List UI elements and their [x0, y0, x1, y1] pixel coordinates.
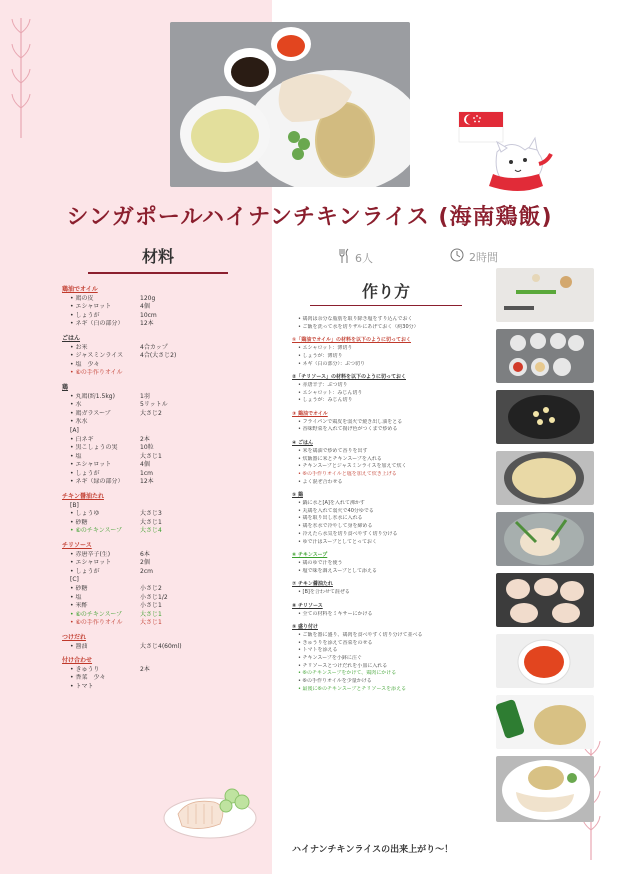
step-text: 鶏肉は余分な脂肪を取り除き塩をすり込んでおく: [302, 316, 413, 322]
ingredient-row: [62, 418, 252, 427]
ingredient-row: [62, 436, 252, 445]
ingredient-name: • しょうが: [70, 567, 100, 575]
step-line: [292, 589, 492, 597]
ingredient-name: [A]: [70, 426, 79, 434]
step-line: [292, 353, 492, 361]
bullet: •: [298, 631, 303, 638]
step-line: [292, 632, 492, 640]
ingredient-name: • 鶏の皮: [70, 294, 94, 302]
ingredient-name: • 水: [70, 401, 82, 409]
step-line: [292, 670, 492, 678]
ingredient-quantity: 大さじ3: [140, 510, 162, 518]
servings-meta: [338, 248, 373, 267]
step-photo-boiling-chicken: [496, 512, 594, 566]
step-line: [292, 316, 492, 324]
step-text: 塩で味を調えスープとして添える: [302, 567, 378, 574]
bullet: •: [298, 507, 303, 514]
step-text: ネギ（白の部分）：ぶつ切り: [302, 360, 366, 367]
ingredient-name: • しょうが: [70, 311, 100, 319]
step-text: 丸鶏を入れて弱火で40分ゆでる: [302, 507, 374, 514]
step-photo-rice-cooker: [496, 451, 594, 505]
ingredient-quantity: 小さじ1: [140, 602, 162, 610]
bullet: •: [298, 610, 303, 617]
ingredient-section-title: チリソース: [62, 542, 92, 550]
hainan-chicken-rice-photo: [170, 22, 410, 187]
ingredient-quantity: 小さじ2: [140, 585, 162, 592]
step-section-title: ⑥ チキンスープ: [292, 552, 328, 559]
ingredient-name: • エシャロット: [70, 559, 112, 567]
bullet: •: [298, 530, 303, 537]
step-section-title: ③ 鶏油でオイル: [292, 411, 328, 418]
step-text: しょうが：薄切り: [302, 352, 343, 359]
step-line: [292, 611, 492, 619]
ingredient-name: • ジャスミンライス: [70, 352, 124, 360]
ingredient-quantity: 大さじ1: [140, 610, 162, 618]
ingredient-quantity: 2本: [140, 435, 150, 443]
step-text: ⑥のチキンスープをかけて、鶏肉にかける: [302, 670, 397, 677]
ingredient-quantity: 120g: [140, 294, 156, 302]
bullet: •: [298, 678, 303, 685]
step-line: [292, 361, 492, 369]
bullet: •: [298, 426, 303, 433]
step-line: [292, 463, 492, 471]
ingredient-section-title: 付け合わせ: [62, 657, 93, 665]
step-text: ⑥の手作りオイルを少量かける: [302, 678, 372, 685]
ingredient-quantity: 大さじ1: [140, 619, 162, 627]
ingredient-quantity: 5リットル: [140, 401, 168, 409]
ingredient-row: [62, 559, 252, 568]
step-line: [292, 515, 492, 523]
step-line: [292, 663, 492, 671]
ingredient-name: • 塩 少々: [70, 360, 100, 368]
step-text: フライパンで鶏皮を弱火で焼き出し油をとる: [302, 418, 403, 425]
bullet: •: [298, 685, 303, 692]
step-line: [292, 419, 492, 427]
ingredient-quantity: 4合(大さじ2): [140, 352, 177, 360]
ingredient-quantity: 2cm: [140, 567, 153, 575]
step-text: 赤唐辛子：ぶつ切り: [302, 381, 348, 388]
step-text: エシャロット：みじん切り: [302, 389, 363, 396]
bullet: •: [298, 389, 303, 396]
ingredient-row: [62, 666, 252, 675]
bullet: •: [298, 455, 303, 462]
ingredient-section-title: ごはん: [62, 334, 81, 342]
step-text: 全ての材料をミキサーにかける: [302, 610, 373, 617]
bullet: •: [298, 470, 303, 477]
ingredient-quantity: 2個: [140, 559, 150, 567]
bullet: •: [298, 316, 303, 322]
bullet: •: [298, 345, 303, 352]
bullet: •: [298, 478, 303, 485]
bullet: •: [298, 360, 303, 367]
bullet: •: [298, 523, 303, 530]
ingredient-name: • しょうゆ: [70, 510, 100, 518]
procedure-steps: [292, 316, 492, 694]
step-photo-chili-sauce: [496, 634, 594, 688]
bullet: •: [298, 381, 303, 388]
ingredient-quantity: 大さじ2: [140, 409, 162, 417]
ingredient-row: [62, 510, 252, 519]
ingredient-row: [62, 643, 252, 652]
ingredient-row: [62, 444, 252, 453]
ingredient-row: [62, 619, 252, 628]
step-line: [292, 382, 492, 390]
bullet: •: [298, 662, 303, 669]
ingredient-name: [B]: [70, 501, 79, 509]
step-line: [292, 397, 492, 405]
ingredient-name: • トマト: [70, 682, 94, 690]
ingredient-name: • ⑥のチキンスープ: [70, 527, 122, 535]
ingredient-name: • 香菜 少々: [70, 674, 106, 682]
step-line: [292, 539, 492, 547]
ingredient-name: • しょうが: [70, 469, 100, 477]
step-text: 炊飯器に米とチキンスープを入れる: [302, 455, 382, 462]
ingredient-row: [62, 344, 252, 353]
ingredient-quantity: 1羽: [140, 392, 150, 400]
step-photo-rice-plate: [496, 695, 594, 749]
ingredient-row: [62, 602, 252, 611]
step-line: [292, 345, 492, 353]
ingredient-name: • 丸鶏(約1.5kg): [70, 392, 115, 400]
finish-message: ハイナンチキンライスの出来上がり〜！: [292, 845, 454, 855]
step-photo-ingredients: [496, 268, 594, 322]
step-line: [292, 508, 492, 516]
ingredient-section-title: チキン醤油たれ: [62, 493, 104, 501]
ingredient-quantity: 大さじ4(60ml): [140, 642, 182, 650]
bullet: •: [298, 647, 303, 654]
ingredient-name: • 醤油: [70, 642, 88, 650]
time-meta: [450, 248, 498, 265]
ingredient-quantity: 大さじ4: [140, 527, 162, 535]
ingredient-quantity: 12本: [140, 478, 154, 486]
ingredient-row: [62, 410, 252, 419]
step-photo-bowls: [496, 329, 594, 383]
page-title: シンガポールハイナンチキンライス (海南鶏飯): [66, 205, 553, 230]
ingredient-row: [62, 502, 252, 511]
ingredient-quantity: 1cm: [140, 469, 153, 477]
singapore-flag-cat-illustration: [457, 108, 553, 194]
ingredient-row: [62, 352, 252, 361]
step-photo-final-plate: [496, 756, 594, 822]
step-section-title: ⑤ 鶏: [292, 492, 303, 499]
ingredient-quantity: 2本: [140, 665, 150, 673]
ingredient-row: [62, 674, 252, 683]
step-section-title: ⑦ チキン醤油たれ: [292, 581, 333, 588]
ingredients-list: [62, 280, 252, 692]
ingredient-name: • 黒こしょうの実: [70, 444, 118, 452]
step-text: 最後に⑥のチキンスープとチリソースを添える: [302, 685, 407, 692]
ingredient-row: [62, 295, 252, 304]
step-section-title: ④ ごはん: [292, 440, 313, 447]
step-text: よく混ぜ合わせる: [302, 478, 343, 485]
ingredient-row: [62, 461, 252, 470]
ingredient-quantity: 10粒: [140, 444, 154, 452]
ingredient-name: • ⑥の手作りオイル: [70, 369, 123, 377]
step-text: ゆで汁はスープとしてとっておく: [302, 538, 377, 545]
bullet: •: [298, 447, 303, 454]
procedure-underline: [310, 305, 462, 306]
servings-text: 6人: [355, 251, 373, 265]
step-line: [292, 640, 492, 648]
step-section-title: ①「鶏油でオイル」の材料を以下のように切っておく: [292, 337, 411, 344]
chicken-rice-illustration: [160, 780, 260, 842]
ingredient-row: [62, 369, 252, 378]
step-line: [292, 448, 492, 456]
ingredient-quantity: 12本: [140, 320, 154, 328]
step-line: [292, 471, 492, 479]
ingredient-row: [62, 393, 252, 402]
vine-decoration-icon: [10, 18, 30, 138]
step-text: 鶏を取り出し氷水に入れる: [302, 515, 363, 522]
ingredient-name: • 塩: [70, 593, 82, 601]
ingredient-row: [62, 527, 252, 536]
ingredient-quantity: 10cm: [140, 311, 157, 319]
ingredient-name: • 白ネギ: [70, 435, 94, 443]
ingredient-quantity: 大さじ1: [140, 452, 162, 460]
ingredient-quantity: 4個: [140, 461, 150, 469]
ingredient-quantity: 6本: [140, 550, 150, 558]
ingredient-name: • 米酢: [70, 602, 88, 610]
step-text: しょうが：みじん切り: [302, 397, 353, 404]
step-line: [292, 324, 492, 332]
ingredients-underline: [88, 272, 228, 274]
ingredient-name: • ネギ（緑の部分）: [70, 478, 124, 486]
ingredient-row: [62, 585, 252, 594]
ingredient-quantity: 小さじ1/2: [140, 593, 168, 601]
ingredient-name: • ⑥の手作りオイル: [70, 619, 123, 627]
ingredient-row: [62, 303, 252, 312]
bullet: •: [298, 559, 303, 566]
bullet: •: [298, 538, 303, 545]
ingredient-row: [62, 551, 252, 560]
ingredient-row: [62, 576, 252, 585]
ingredient-name: • お米: [70, 343, 88, 351]
bullet: •: [298, 323, 303, 330]
step-line: [292, 456, 492, 464]
ingredient-row: [62, 453, 252, 462]
ingredient-section-title: 鶏油でオイル: [62, 286, 98, 293]
step-text: ⑥の手作りオイルと塩を加えて炊き上げる: [302, 470, 397, 477]
ingredient-row: [62, 320, 252, 329]
ingredient-quantity: 4合カップ: [140, 343, 168, 351]
ingredients-heading: 材料: [141, 247, 174, 266]
ingredient-row: [62, 568, 252, 577]
step-photo-sliced-chicken: [496, 573, 594, 627]
ingredient-quantity: 4個: [140, 303, 150, 311]
ingredient-row: [62, 427, 252, 436]
ingredient-quantity: 大さじ1: [140, 518, 162, 526]
step-text: エシャロット：薄切り: [302, 345, 353, 352]
ingredient-row: [62, 594, 252, 603]
step-text: チキンスープとジャスミンライスを加えて炊く: [302, 463, 407, 470]
step-line: [292, 523, 492, 531]
ingredient-name: • ⑥のチキンスープ: [70, 610, 122, 618]
ingredient-row: [62, 312, 252, 321]
ingredient-section-title: つけだれ: [62, 633, 87, 641]
bullet: •: [298, 589, 303, 596]
step-line: [292, 647, 492, 655]
step-text: チリソースとつけだれを小皿に入れる: [302, 662, 388, 669]
ingredient-section-title: 鶏: [62, 383, 69, 391]
bullet: •: [298, 418, 303, 425]
step-text: 鶏のゆで汁を使う: [302, 559, 343, 566]
step-text: ご飯を器に盛り、鶏肉を食べやすく切り分けて並べる: [302, 631, 423, 638]
bullet: •: [298, 515, 303, 522]
ingredient-name: • 砂糖: [70, 518, 88, 526]
ingredient-row: [62, 478, 252, 487]
bullet: •: [298, 639, 303, 646]
ingredient-name: • ネギ（白の部分）: [70, 320, 124, 328]
ingredient-name: • 塩: [70, 452, 82, 460]
step-line: [292, 568, 492, 576]
clock-icon: [450, 248, 464, 265]
ingredient-row: [62, 470, 252, 479]
step-section-title: ⑨ 盛り付け: [292, 624, 318, 631]
step-text: [B]を合わせて混ぜる: [302, 589, 350, 596]
step-line: [292, 655, 492, 663]
step-line: [292, 479, 492, 487]
ingredient-name: • 砂糖: [70, 585, 88, 592]
step-section-title: ⑧ チリソース: [292, 602, 323, 609]
bullet: •: [298, 567, 303, 574]
step-photo-pan: [496, 390, 594, 444]
step-text: 冷えたら水気を切り食べやすく切り分ける: [302, 530, 398, 537]
step-text: 香味野菜を入れて揚げ色がつくまで炒める: [302, 426, 398, 433]
step-line: [292, 560, 492, 568]
step-section-title: ②「チリソース」の材料を以下のように切っておく: [292, 374, 406, 381]
step-text: チキンスープを小鉢に注ぐ: [302, 655, 362, 662]
ingredient-name: • エシャロット: [70, 461, 112, 469]
ingredient-row: [62, 401, 252, 410]
step-text: 鍋に水と[A]を入れて沸かす: [302, 500, 365, 507]
fork-knife-icon: [338, 248, 350, 267]
step-line: [292, 426, 492, 434]
ingredient-name: • 氷水: [70, 418, 88, 426]
bullet: •: [298, 352, 303, 359]
ingredient-name: • 鶏ガラスープ: [70, 409, 111, 417]
bullet: •: [298, 500, 303, 507]
step-text: トマトを添える: [302, 647, 338, 654]
step-line: [292, 686, 492, 694]
step-line: [292, 678, 492, 686]
step-line: [292, 531, 492, 539]
step-line: [292, 390, 492, 398]
bullet: •: [298, 397, 303, 404]
bullet: •: [298, 670, 303, 677]
ingredient-name: [C]: [70, 576, 79, 584]
step-text: ご飯を洗って水を切りザルにあげておく（約30分）: [302, 323, 419, 330]
bullet: •: [298, 463, 303, 470]
step-text: 米を鶏油で炒めて香りを出す: [302, 447, 368, 454]
ingredient-name: • きゅうり: [70, 665, 100, 673]
step-text: 鶏を氷水で冷やして身を締める: [302, 523, 373, 530]
step-text: きゅうりを添えて香菜をのせる: [302, 639, 373, 646]
ingredient-row: [62, 683, 252, 692]
time-text: 2時間: [469, 250, 498, 264]
procedure-heading: 作り方: [361, 282, 410, 301]
ingredient-name: • エシャロット: [70, 303, 112, 311]
step-line: [292, 500, 492, 508]
ingredient-name: • 赤唐辛子(生): [70, 550, 111, 558]
bullet: •: [298, 655, 303, 662]
ingredient-row: [62, 361, 252, 370]
